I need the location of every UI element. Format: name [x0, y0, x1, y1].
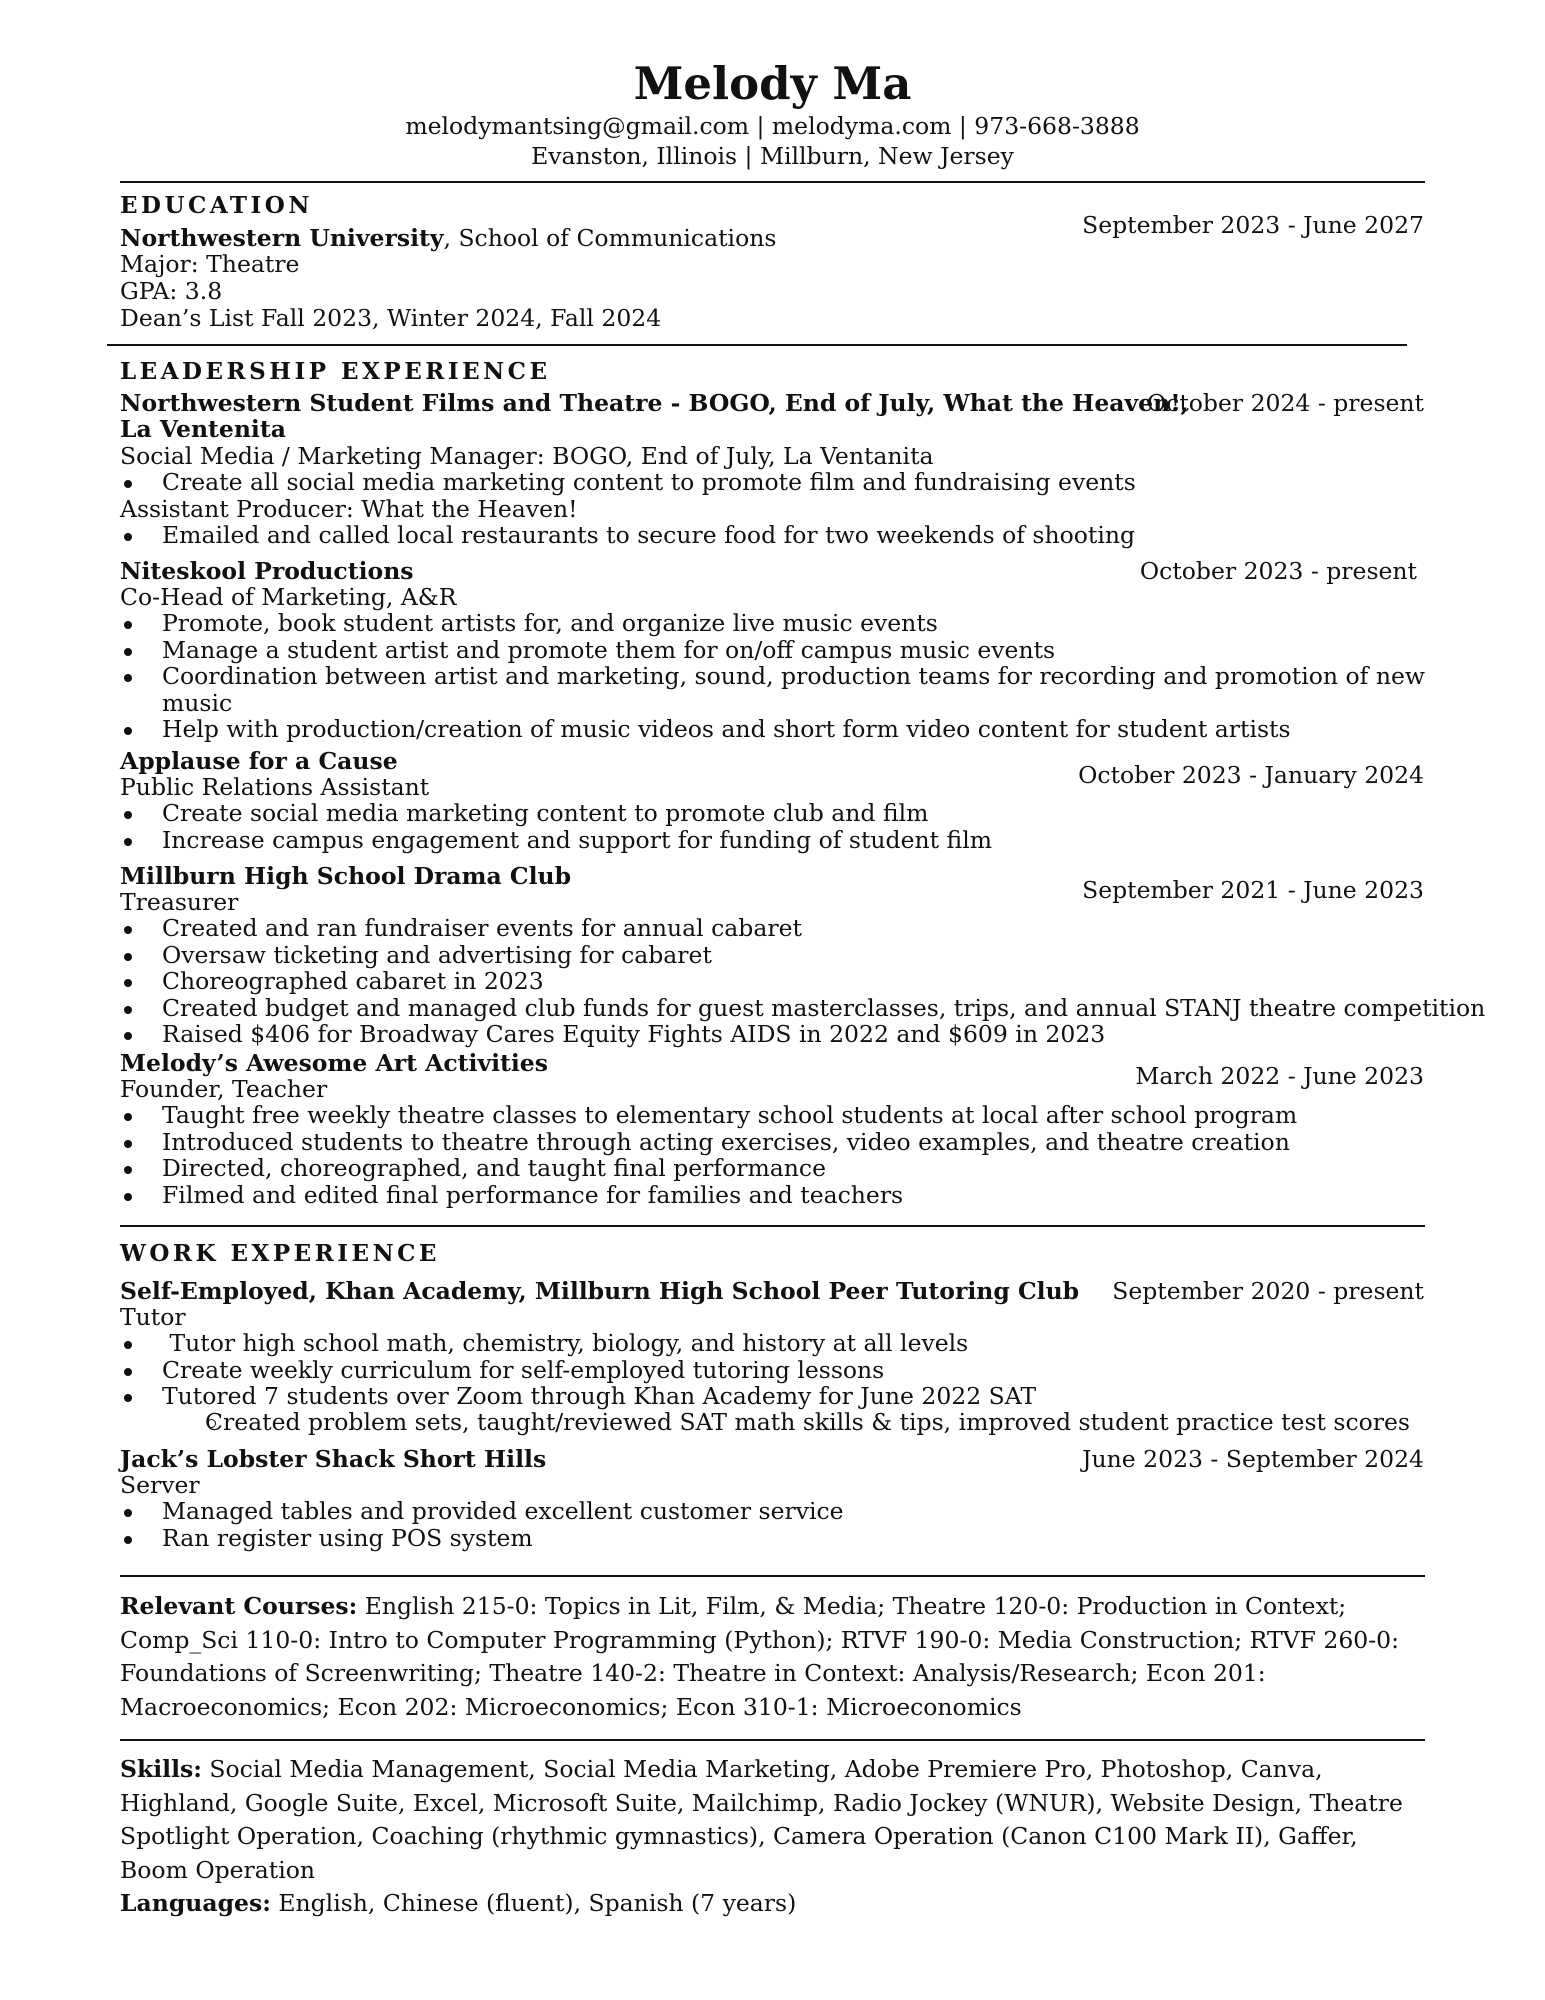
- candidate-name: Melody Ma: [633, 57, 912, 110]
- org-title: Northwestern Student Films and Theatre - BOGO, End of July, What the Heaven!,: [120, 389, 1189, 417]
- section-heading-work: WORK EXPERIENCE: [120, 1240, 440, 1267]
- section-heading-education: EDUCATION: [120, 192, 313, 219]
- list-item: Increase campus engagement and support for funding of student film: [162, 826, 993, 854]
- bullet-dot: [124, 533, 132, 541]
- location-line: Evanston, Illinois | Millburn, New Jersey: [531, 142, 1014, 170]
- bullet-dot: [124, 1032, 132, 1040]
- list-item: Emailed and called local restaurants to secure food for two weekends of shooting: [162, 521, 1136, 549]
- list-item: Oversaw ticketing and advertising for cabaret: [162, 941, 712, 969]
- bullet-dot: [124, 727, 132, 735]
- list-item: Create social media marketing content to promote club and film: [162, 799, 929, 827]
- org-title: Melody’s Awesome Art Activities: [120, 1049, 548, 1077]
- list-item: Promote, book student artists for, and organize live music events: [162, 609, 938, 637]
- bullet-dot: [124, 1193, 132, 1201]
- org-dates: September 2021 - June 2023: [1082, 876, 1424, 904]
- education-school: [120, 225, 776, 252]
- list-item: Choreographed cabaret in 2023: [162, 967, 544, 995]
- list-item: Tutor high school math, chemistry, biology, and history at all levels: [162, 1329, 969, 1357]
- bullet-dot: [124, 648, 132, 656]
- list-item: Taught free weekly theatre classes to elementary school students at local after school program: [162, 1101, 1298, 1129]
- role-title: Social Media / Marketing Manager: BOGO, End of July, La Ventanita: [120, 442, 934, 470]
- divider: [120, 1225, 1425, 1227]
- divider: [120, 1739, 1425, 1741]
- role-title: Tutor: [120, 1303, 186, 1331]
- org-dates: October 2024 - present: [1146, 389, 1424, 417]
- school-name: Northwestern University: [120, 224, 444, 252]
- bullet-dot: [124, 1509, 132, 1517]
- courses-label: Relevant Courses:: [120, 1592, 358, 1620]
- bullet-dot: [124, 838, 132, 846]
- sub-list-item: [205, 1409, 1410, 1436]
- org-dates: June 2023 - September 2024: [1082, 1445, 1424, 1473]
- sub-list-item-text: Created problem sets, taught/reviewed SAT math skills & tips, improved student practice test scores: [205, 1408, 1410, 1436]
- list-item: Create weekly curriculum for self-employed tutoring lessons: [162, 1356, 885, 1384]
- list-item-cont: music: [162, 689, 233, 717]
- org-title: Jack’s Lobster Shack Short Hills: [120, 1445, 547, 1473]
- bullet-dot: [124, 480, 132, 488]
- bullet-dot: [124, 1394, 132, 1402]
- education-major: Major: Theatre: [120, 250, 300, 278]
- bullet-dot: [124, 811, 132, 819]
- bullet-dot: [124, 1536, 132, 1544]
- list-item: Create all social media marketing content to promote film and fundraising events: [162, 468, 1136, 496]
- list-item: Directed, choreographed, and taught final performance: [162, 1154, 826, 1182]
- bullet-dot: [124, 926, 132, 934]
- divider: [107, 344, 1407, 346]
- org-title: Niteskool Productions: [120, 557, 414, 585]
- relevant-courses: [120, 1590, 1425, 1724]
- courses-text: English 215-0: Topics in Lit, Film, & Media; Theatre 120-0: Production in Context; Comp_Sci 110-0: Intro to Computer Programming (Python); RTVF 190-0: Media Construction; RTVF 260-0: Foundations of Screenwriting; Theatre 140-2: Theatre in Context: Analysis/Research; Econ 201: Macroeconomics; Econ 202: Microeconomics; Econ 310-1: Microeconomics: [120, 1592, 1400, 1721]
- list-item: Manage a student artist and promote them for on/off campus music events: [162, 636, 1056, 664]
- bullet-dot: [124, 953, 132, 961]
- org-title: Self-Employed, Khan Academy, Millburn High School Peer Tutoring Club: [120, 1277, 1080, 1305]
- bullet-dot: [124, 674, 132, 682]
- bullet-dot: [124, 621, 132, 629]
- languages-text: English, Chinese (fluent), Spanish (7 years): [270, 1889, 797, 1917]
- languages-label: Languages:: [120, 1889, 271, 1917]
- role-title: Assistant Producer: What the Heaven!: [120, 495, 578, 523]
- org-title-cont: La Ventenita: [120, 415, 286, 443]
- education-honors: Dean’s List Fall 2023, Winter 2024, Fall 2024: [120, 304, 662, 332]
- school-division: , School of Communications: [443, 224, 777, 252]
- list-item: Created and ran fundraiser events for annual cabaret: [162, 914, 802, 942]
- role-title: Treasurer: [120, 888, 239, 916]
- role-title: Public Relations Assistant: [120, 773, 430, 801]
- list-item: Ran register using POS system: [162, 1524, 533, 1552]
- org-dates: March 2022 - June 2023: [1135, 1062, 1424, 1090]
- role-title: Co-Head of Marketing, A&R: [120, 583, 457, 611]
- skills-label: Skills:: [120, 1755, 202, 1783]
- org-dates: September 2020 - present: [1112, 1277, 1424, 1305]
- list-item: Help with production/creation of music videos and short form video content for student artists: [162, 715, 1291, 743]
- divider: [120, 181, 1425, 183]
- bullet-dot: [124, 1113, 132, 1121]
- education-gpa: GPA: 3.8: [120, 277, 223, 305]
- role-title: Server: [120, 1471, 200, 1499]
- list-item: Filmed and edited final performance for families and teachers: [162, 1181, 904, 1209]
- section-heading-leadership: LEADERSHIP EXPERIENCE: [120, 358, 551, 385]
- bullet-dot: [124, 1341, 132, 1349]
- contact-line: melodymantsing@gmail.com | melodyma.com | 973-668-3888: [405, 112, 1140, 140]
- org-title: Millburn High School Drama Club: [120, 862, 572, 890]
- list-item: Created budget and managed club funds for guest masterclasses, trips, and annual STANJ theatre competition: [162, 994, 1486, 1022]
- list-item: Coordination between artist and marketing, sound, production teams for recording and promotion of new: [162, 662, 1425, 690]
- list-item: Tutored 7 students over Zoom through Khan Academy for June 2022 SAT: [162, 1382, 1037, 1410]
- list-item: Introduced students to theatre through acting exercises, video examples, and theatre creation: [162, 1128, 1290, 1156]
- skills-block: [120, 1753, 1425, 1921]
- list-item: Managed tables and provided excellent customer service: [162, 1497, 844, 1525]
- bullet-dot: [124, 1140, 132, 1148]
- skills-text: Social Media Management, Social Media Marketing, Adobe Premiere Pro, Photoshop, Canva, Highland, Google Suite, Excel, Microsoft Suite, Mailchimp, Radio Jockey (WNUR), Website Design, Theatre Spotlight Operation, Coaching (rhythmic gymnastics), Camera Operation (Canon C100 Mark II), Gaffer, Boom Operation: [120, 1755, 1403, 1884]
- org-dates: October 2023 - present: [1139, 557, 1417, 585]
- divider: [120, 1575, 1425, 1577]
- bullet-dot: [124, 1006, 132, 1014]
- bullet-dot: [124, 1166, 132, 1174]
- bullet-dot: [124, 1368, 132, 1376]
- education-dates: September 2023 - June 2027: [1082, 211, 1424, 239]
- list-item: Raised $406 for Broadway Cares Equity Fights AIDS in 2022 and $609 in 2023: [162, 1020, 1106, 1048]
- org-dates: October 2023 - January 2024: [1078, 761, 1424, 789]
- bullet-dot: [124, 979, 132, 987]
- org-title: Applause for a Cause: [120, 747, 398, 775]
- role-title: Founder, Teacher: [120, 1075, 328, 1103]
